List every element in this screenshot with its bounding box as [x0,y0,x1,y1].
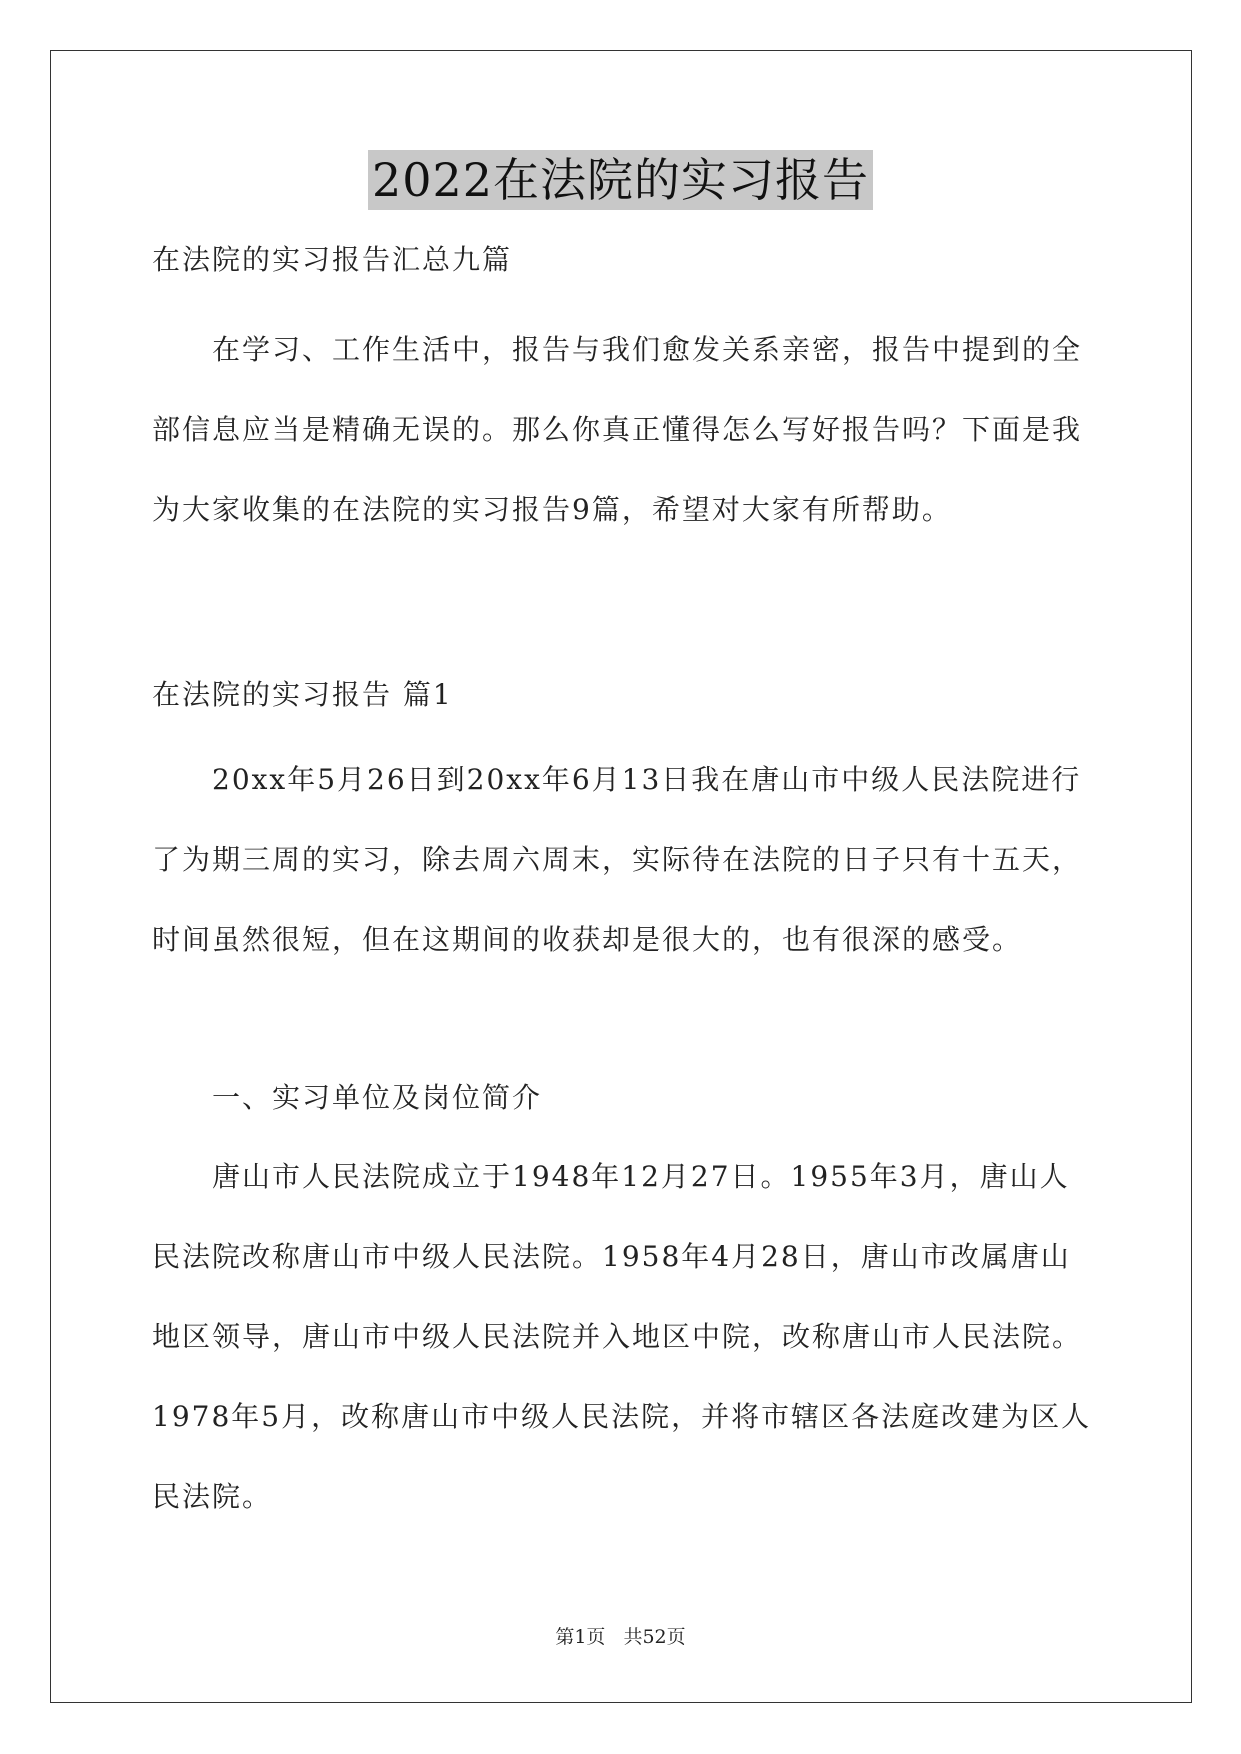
section-heading: 在法院的实习报告 篇1 [152,678,453,711]
body-paragraph-1: 20xx年5月26日到20xx年6月13日我在唐山市中级人民法院进行了为期三周的实习，除去周六周末，实际待在法院的日子只有十五天，时间虽然很短，但在这期间的收获却是很大的，也有很深的感受。 [152,763,1083,956]
sub-heading: 一、实习单位及岗位简介 [212,1081,543,1114]
document-subtitle: 在法院的实习报告汇总九篇 [152,243,513,276]
page-total: 共52页 [623,1626,686,1648]
document-title: 2022在法院的实习报告 [368,150,873,210]
intro-paragraph: 在学习、工作生活中，报告与我们愈发关系亲密，报告中提到的全部信息应当是精确无误的。那么你真正懂得怎么写好报告吗？下面是我为大家收集的在法院的实习报告9篇，希望对大家有所帮助。 [152,333,1083,526]
page-number: 第1页 [555,1626,606,1648]
title-container [0,150,1241,210]
page-footer [0,1624,1241,1650]
body-paragraph-2: 唐山市人民法院成立于1948年12月27日。1955年3月，唐山人民法院改称唐山市中级人民法院。1958年4月28日，唐山市改属唐山地区领导，唐山市中级人民法院并入地区中院，改称唐山市人民法院。1978年5月，改称唐山市中级人民法院，并将市辖区各法庭改建为区人民法院。 [152,1160,1092,1513]
